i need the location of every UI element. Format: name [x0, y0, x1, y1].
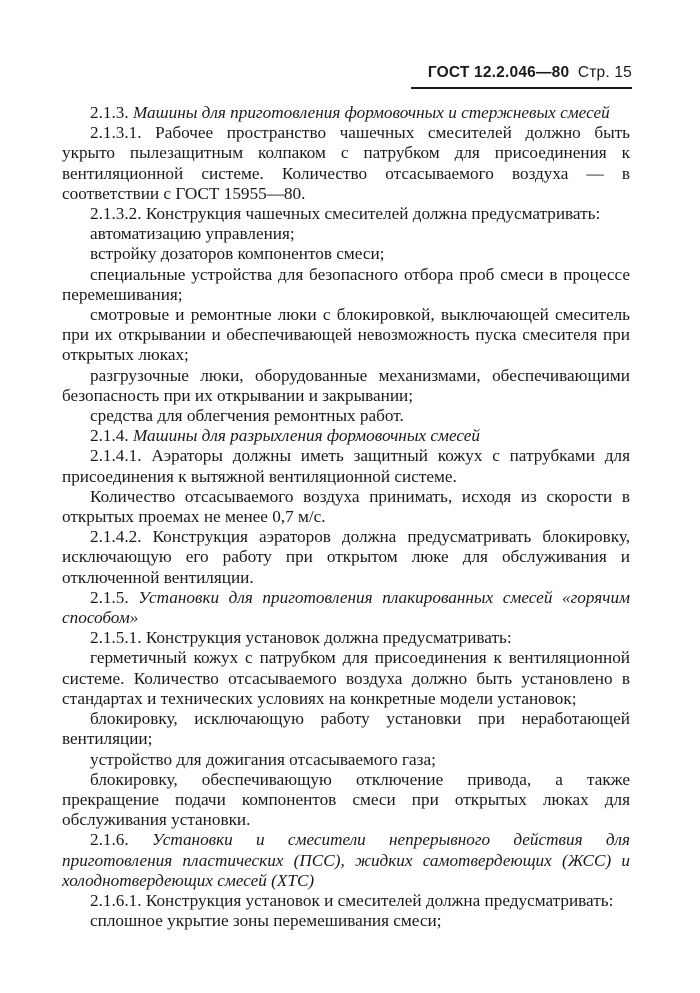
- list-item: средства для облегчения ремонтных работ.: [90, 406, 404, 426]
- list-item: смотровые и ремонтные люки с блокировкой, выключающей смеситель при их открывании и обеспечивающей невозможность пуска смесителя при открытых люках;: [62, 305, 630, 365]
- standard-number: ГОСТ 12.2.046—80: [427, 64, 570, 81]
- section-heading-2-1-4: 2.1.4. Машины для разрыхления формовочных смесей: [90, 426, 481, 446]
- list-item: разгрузочные люки, оборудованные механизмами, обеспечивающими безопасность при их открывании и закрывании;: [62, 365, 630, 405]
- paragraph-2-1-3-1: 2.1.3.1. Рабочее пространство чашечных смесителей должно быть укрыто пылезащитным колпаком с патрубком для присоединения к вентиляционной системе. Количество отсасываемого воздуха — в соответствии с ГОСТ 15955—80.: [62, 123, 630, 203]
- list-item: блокировку, обеспечивающую отключение привода, а также прекращение подачи компонентов смеси при открытых люках для обслуживания установки.: [62, 769, 630, 830]
- paragraph-2-1-3-2: 2.1.3.2. Конструкция чашечных смесителей должна предусматривать:: [90, 204, 601, 224]
- paragraph-2-1-4-2: 2.1.4.2. Конструкция аэраторов должна предусматривать блокировку, исключающую его работу при открытом люке для обслуживания и отключенной вентиляции.: [62, 527, 630, 587]
- list-item: герметичный кожух с патрубком для присоединения к вентиляционной системе. Количество отсасываемого воздуха должно быть установлено в стандартах и технических условиях на конкретные модели установок;: [62, 648, 630, 708]
- section-heading-2-1-5: 2.1.5. Установки для приготовления плакированных смесей «горячим способом»: [62, 587, 631, 628]
- paragraph-2-1-6-1: 2.1.6.1. Конструкция установок и смесителей должна предусматривать:: [90, 890, 614, 910]
- header-rule: [411, 87, 632, 89]
- paragraph-2-1-5-1: 2.1.5.1. Конструкция установок должна предусматривать:: [90, 628, 512, 648]
- paragraph-2-1-4-1: 2.1.4.1. Аэраторы должны иметь защитный кожух с патрубками для присоединения к вытяжной вентиляционной системе.: [62, 446, 630, 486]
- section-heading-2-1-3: 2.1.3. Машины для приготовления формовочных и стержневых смесей: [90, 103, 610, 122]
- list-item: устройство для дожигания отсасываемого газа;: [90, 749, 436, 769]
- list-item: встройку дозаторов компонентов смеси;: [90, 244, 385, 264]
- page-number: Стр. 15: [577, 64, 632, 81]
- page-header: [428, 64, 632, 82]
- section-heading-2-1-6: 2.1.6. Установки и смесители непрерывного действия для приготовления пластических (ПСС), жидких самотвердеющих (ЖСС) и холоднотвердеющих смесей (ХТС): [62, 830, 631, 890]
- paragraph-2-1-4-1-b: Количество отсасываемого воздуха принимать, исходя из скорости в открытых проемах не менее 0,7 м/с.: [62, 486, 630, 527]
- list-item: блокировку, исключающую работу установки при неработающей вентиляции;: [62, 709, 630, 749]
- list-item: специальные устройства для безопасного отбора проб смеси в процессе перемешивания;: [62, 264, 630, 304]
- document-body: [62, 103, 630, 931]
- list-item: автоматизацию управления;: [90, 224, 295, 244]
- list-item: сплошное укрытие зоны перемешивания смеси;: [90, 911, 442, 931]
